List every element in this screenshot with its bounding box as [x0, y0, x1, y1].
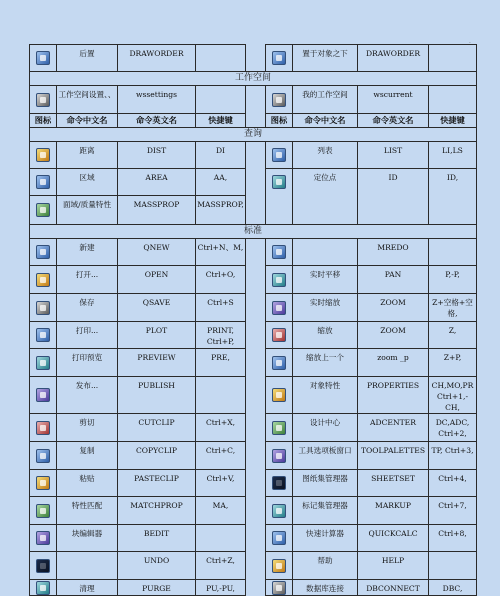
header-shortcut: 快捷键	[429, 114, 477, 128]
command-shortcut: Ctrl+O,	[196, 266, 246, 294]
command-shortcut: PRINT, Ctrl+P,	[196, 322, 246, 349]
header-shortcut: 快捷键	[196, 114, 246, 128]
command-en-name: PROPERTIES	[358, 377, 429, 414]
command-shortcut: MASSPROP,	[196, 196, 246, 225]
command-cn-name: 打印...	[57, 322, 118, 349]
list-icon	[266, 142, 293, 169]
cad-command-table	[29, 44, 477, 596]
command-shortcut	[429, 45, 477, 72]
header-en-name: 命令英文名	[358, 114, 429, 128]
sheet-set-manager-icon	[266, 470, 293, 497]
column-header-row	[30, 114, 477, 128]
section-title-inquiry: 查询	[30, 128, 477, 142]
command-cn-name: 新建	[57, 239, 118, 266]
command-en-name: PUBLISH	[118, 377, 196, 414]
command-en-name: DBCONNECT	[358, 580, 429, 596]
command-en-name: LIST	[358, 142, 429, 169]
command-en-name: PLOT	[118, 322, 196, 349]
table-row	[30, 45, 477, 72]
command-shortcut	[196, 45, 246, 72]
command-shortcut: Ctrl+7,	[429, 497, 477, 525]
command-en-name: PASTECLIP	[118, 470, 196, 497]
command-en-name: HELP	[358, 552, 429, 580]
command-cn-name: 实时缩放	[293, 294, 358, 322]
command-shortcut: PU,-PU,	[196, 580, 246, 596]
zoom-icon	[266, 322, 293, 349]
command-cn-name: 块编辑器	[57, 525, 118, 552]
send-under-objects-icon	[266, 45, 293, 72]
block-editor-icon	[30, 525, 57, 552]
save-icon	[30, 294, 57, 322]
command-cn-name: 置于对象之下	[293, 45, 358, 72]
open-icon	[30, 266, 57, 294]
table-row	[30, 294, 477, 322]
command-en-name: DRAWORDER	[118, 45, 196, 72]
command-cn-name: 我的工作空间	[293, 86, 358, 114]
command-en-name: PURGE	[118, 580, 196, 596]
copy-icon	[30, 442, 57, 470]
table-row	[30, 414, 477, 442]
command-shortcut	[196, 525, 246, 552]
command-en-name: QSAVE	[118, 294, 196, 322]
table-row	[30, 377, 477, 414]
command-cn-name: 剪切	[57, 414, 118, 442]
section-title-standard: 标准	[30, 225, 477, 239]
command-cn-name: 发布...	[57, 377, 118, 414]
locate-point-icon	[266, 169, 293, 225]
command-en-name: MATCHPROP	[118, 497, 196, 525]
command-en-name: TOOLPALETTES	[358, 442, 429, 470]
command-cn-name	[293, 239, 358, 266]
section-header	[30, 225, 477, 239]
table-row	[30, 497, 477, 525]
command-en-name: DIST	[118, 142, 196, 169]
pan-hand-icon	[266, 266, 293, 294]
command-cn-name: 实时平移	[293, 266, 358, 294]
table-row	[30, 239, 477, 266]
command-shortcut: Ctrl+S	[196, 294, 246, 322]
command-cn-name: 打印预览	[57, 349, 118, 377]
section-title-workspace: 工作空间	[30, 72, 477, 86]
table-row	[30, 349, 477, 377]
command-cn-name: 粘贴	[57, 470, 118, 497]
command-shortcut: LI,LS	[429, 142, 477, 169]
command-cn-name: 帮助	[293, 552, 358, 580]
area-icon	[30, 169, 57, 196]
table-row	[30, 266, 477, 294]
command-en-name: ADCENTER	[358, 414, 429, 442]
command-en-name: PAN	[358, 266, 429, 294]
command-shortcut: P,-P,	[429, 266, 477, 294]
command-shortcut: TP, Ctrl+3,	[429, 442, 477, 470]
command-en-name: UNDO	[118, 552, 196, 580]
page-corner-mark: ·	[469, 40, 471, 47]
zoom-previous-icon	[266, 349, 293, 377]
command-en-name: SHEETSET	[358, 470, 429, 497]
tool-palettes-icon	[266, 442, 293, 470]
command-cn-name: 面域/质量特性	[57, 196, 118, 225]
command-shortcut: ID,	[429, 169, 477, 225]
command-shortcut: Ctrl+4,	[429, 470, 477, 497]
command-cn-name: 定位点	[293, 169, 358, 225]
header-cn-name: 命令中文名	[57, 114, 118, 128]
mass-properties-icon	[30, 196, 57, 225]
command-cn-name: 距离	[57, 142, 118, 169]
new-drawing-icon	[30, 239, 57, 266]
zoom-realtime-icon	[266, 294, 293, 322]
command-cn-name: 数据库连接	[293, 580, 358, 596]
command-cn-name: 设计中心	[293, 414, 358, 442]
command-cn-name: 标记集管理器	[293, 497, 358, 525]
table-row	[30, 169, 477, 196]
command-cn-name: 清理	[57, 580, 118, 596]
design-center-icon	[266, 414, 293, 442]
command-shortcut: DBC,	[429, 580, 477, 596]
command-shortcut: CH,MO,PR Ctrl+1,-CH,	[429, 377, 477, 414]
command-shortcut: Z+空格+空格,	[429, 294, 477, 322]
workspace-settings-icon	[30, 86, 57, 114]
command-shortcut: Z+P,	[429, 349, 477, 377]
command-en-name: CUTCLIP	[118, 414, 196, 442]
command-shortcut: Ctrl+8,	[429, 525, 477, 552]
command-shortcut	[429, 239, 477, 266]
command-en-name: wscurrent	[358, 86, 429, 114]
command-cn-name: 列表	[293, 142, 358, 169]
my-workspace-icon	[266, 86, 293, 114]
db-connect-icon	[266, 580, 293, 596]
command-shortcut: MA,	[196, 497, 246, 525]
table-row	[30, 580, 477, 596]
command-en-name: MREDO	[358, 239, 429, 266]
command-shortcut: AA,	[196, 169, 246, 196]
command-en-name: ID	[358, 169, 429, 225]
command-en-name: ZOOM	[358, 294, 429, 322]
command-cn-name: 缩放	[293, 322, 358, 349]
command-shortcut: Ctrl+V,	[196, 470, 246, 497]
command-en-name: zoom _p	[358, 349, 429, 377]
command-shortcut	[196, 86, 246, 114]
command-en-name: MARKUP	[358, 497, 429, 525]
command-shortcut	[196, 377, 246, 414]
command-cn-name: 后置	[57, 45, 118, 72]
print-icon	[30, 322, 57, 349]
header-icon: 图标	[30, 114, 57, 128]
command-shortcut	[429, 86, 477, 114]
command-en-name: COPYCLIP	[118, 442, 196, 470]
command-cn-name: 缩放上一个	[293, 349, 358, 377]
object-properties-icon	[266, 377, 293, 414]
command-cn-name: 图纸集管理器	[293, 470, 358, 497]
command-cn-name: 特性匹配	[57, 497, 118, 525]
command-shortcut: Z,	[429, 322, 477, 349]
distance-icon	[30, 142, 57, 169]
command-shortcut: Ctrl+C,	[196, 442, 246, 470]
table-row	[30, 470, 477, 497]
command-cn-name: 复制	[57, 442, 118, 470]
quick-calculator-icon	[266, 525, 293, 552]
command-en-name: MASSPROP	[118, 196, 196, 225]
markup-manager-icon	[266, 497, 293, 525]
cut-scissors-icon	[30, 414, 57, 442]
command-shortcut: Ctrl+X,	[196, 414, 246, 442]
table-row	[30, 442, 477, 470]
command-en-name: AREA	[118, 169, 196, 196]
command-cn-name: 对象特性	[293, 377, 358, 414]
command-shortcut: Ctrl+Z,	[196, 552, 246, 580]
paste-icon	[30, 470, 57, 497]
command-shortcut: PRE,	[196, 349, 246, 377]
table-row	[30, 86, 477, 114]
standard-commands	[30, 239, 477, 596]
command-en-name: ZOOM	[358, 322, 429, 349]
header-icon: 图标	[266, 114, 293, 128]
command-en-name: PREVIEW	[118, 349, 196, 377]
command-cn-name: 快速计算器	[293, 525, 358, 552]
section-header	[30, 72, 477, 86]
publish-icon	[30, 377, 57, 414]
command-shortcut: DC,ADC, Ctrl+2,	[429, 414, 477, 442]
command-cn-name: 工作空间设置、、	[57, 86, 118, 114]
section-header	[30, 128, 477, 142]
command-en-name: OPEN	[118, 266, 196, 294]
command-en-name: BEDIT	[118, 525, 196, 552]
command-cn-name: 打开...	[57, 266, 118, 294]
command-cn-name: 工具选项板窗口	[293, 442, 358, 470]
match-properties-brush-icon	[30, 497, 57, 525]
print-preview-icon	[30, 349, 57, 377]
purge-icon	[30, 580, 57, 596]
command-shortcut: DI	[196, 142, 246, 169]
header-cn-name: 命令中文名	[293, 114, 358, 128]
command-en-name: wssettings	[118, 86, 196, 114]
table-row	[30, 322, 477, 349]
command-cn-name: 区域	[57, 169, 118, 196]
command-en-name: QNEW	[118, 239, 196, 266]
command-cn-name: 保存	[57, 294, 118, 322]
bring-to-back-icon	[30, 45, 57, 72]
command-shortcut: Ctrl+N、M,	[196, 239, 246, 266]
command-en-name: QUICKCALC	[358, 525, 429, 552]
table-row	[30, 525, 477, 552]
command-en-name: DRAWORDER	[358, 45, 429, 72]
redo-icon	[266, 239, 293, 266]
table-row	[30, 142, 477, 169]
header-en-name: 命令英文名	[118, 114, 196, 128]
